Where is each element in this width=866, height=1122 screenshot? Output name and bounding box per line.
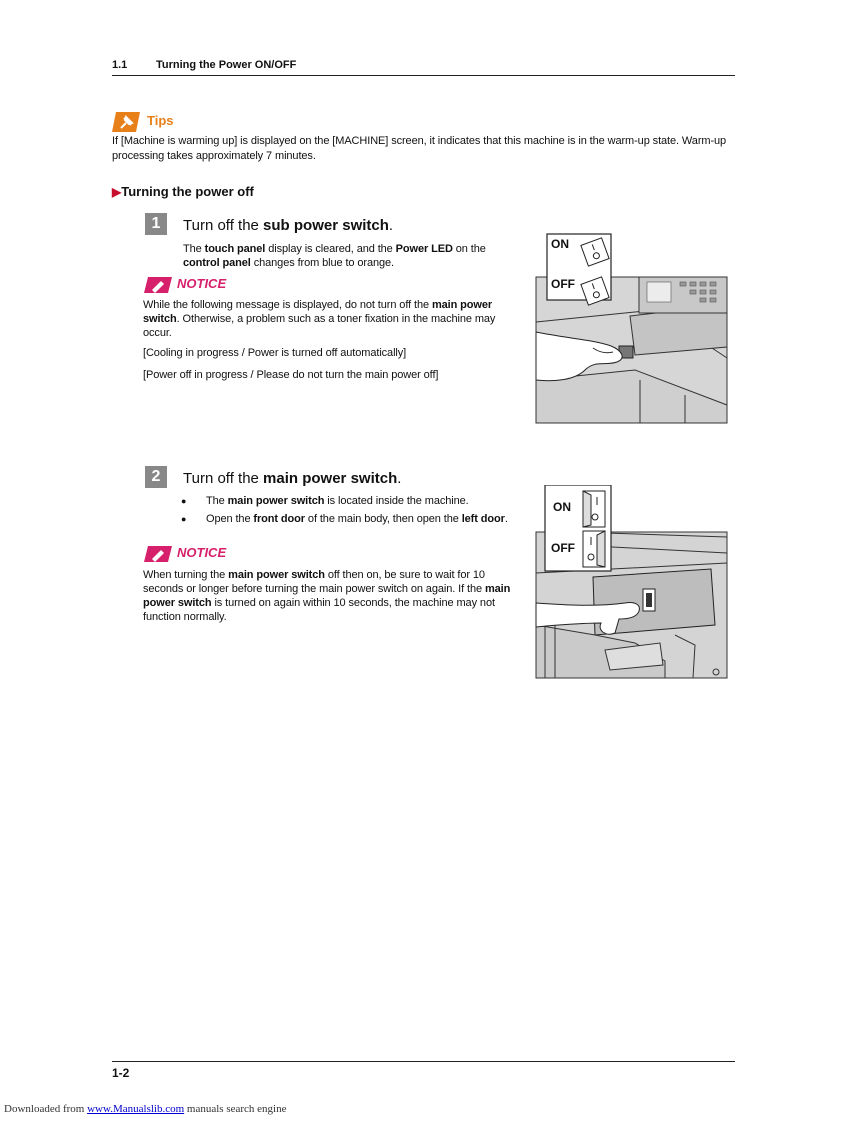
step-2-bullet-1: ● The main power switch is located inside the machine.: [178, 494, 518, 508]
download-note: Downloaded from www.Manualslib.com manuals search engine: [4, 1103, 287, 1115]
section-heading: [112, 184, 254, 199]
step-1-description: The touch panel display is cleared, and the Power LED on the control panel changes from blue to orange.: [183, 243, 486, 269]
figure-2-on-label: ON: [553, 500, 571, 514]
step-2-bullet-2: ● Open the front door of the main body, then open the left door.: [178, 512, 518, 526]
step-2-bullets: [178, 494, 518, 530]
notice-pencil-icon: [144, 546, 172, 562]
step-2-notice-text: When turning the main power switch off then on, be sure to wait for 10 seconds or longer before turning the main power switch on again. If the main power switch is turned on again within 10 seconds, the machine may not function normally.: [143, 569, 511, 623]
figure-1-off-label: OFF: [551, 277, 575, 291]
sub-power-switch-illustration: [535, 230, 728, 424]
tips-text: If [Machine is warming up] is displayed on the [MACHINE] screen, it indicates that this machine is in the warm-up state. Warm-up processing takes approximately 7 minutes.: [112, 135, 727, 162]
step-1-message-2: [Power off in progress / Please do not turn the main power off]: [143, 369, 439, 381]
tips-label: Tips: [147, 113, 174, 128]
tips-pin-icon: [112, 112, 140, 132]
triangle-bullet-icon: ▶: [112, 185, 122, 199]
step-1-number: 1: [145, 213, 167, 235]
page-header: [112, 58, 735, 76]
step-1-title: Turn off the sub power switch.: [183, 217, 394, 234]
step-1-notice-label: NOTICE: [177, 276, 227, 291]
step-1-message-1: [Cooling in progress / Power is turned off automatically]: [143, 347, 407, 359]
page-number: 1-2: [112, 1066, 130, 1080]
step-2-number: 2: [145, 466, 167, 488]
footer-rule: [112, 1061, 735, 1062]
section-title: Turning the Power ON/OFF: [156, 59, 297, 71]
main-power-switch-illustration: [535, 485, 728, 679]
section-number: 1.1: [112, 59, 128, 71]
figure-1-on-label: ON: [551, 237, 569, 251]
section-heading-text: Turning the power off: [121, 184, 254, 199]
figure-2-off-label: OFF: [551, 541, 575, 555]
step-1-notice-text: While the following message is displayed, do not turn off the main power switch. Otherwise, a problem such as a toner fixation in the machine may occur.: [143, 299, 496, 339]
manualslib-link[interactable]: www.Manualslib.com: [87, 1103, 185, 1115]
step-2-title: Turn off the main power switch.: [183, 470, 402, 487]
step-2-notice-label: NOTICE: [177, 545, 227, 560]
notice-pencil-icon: [144, 277, 172, 293]
